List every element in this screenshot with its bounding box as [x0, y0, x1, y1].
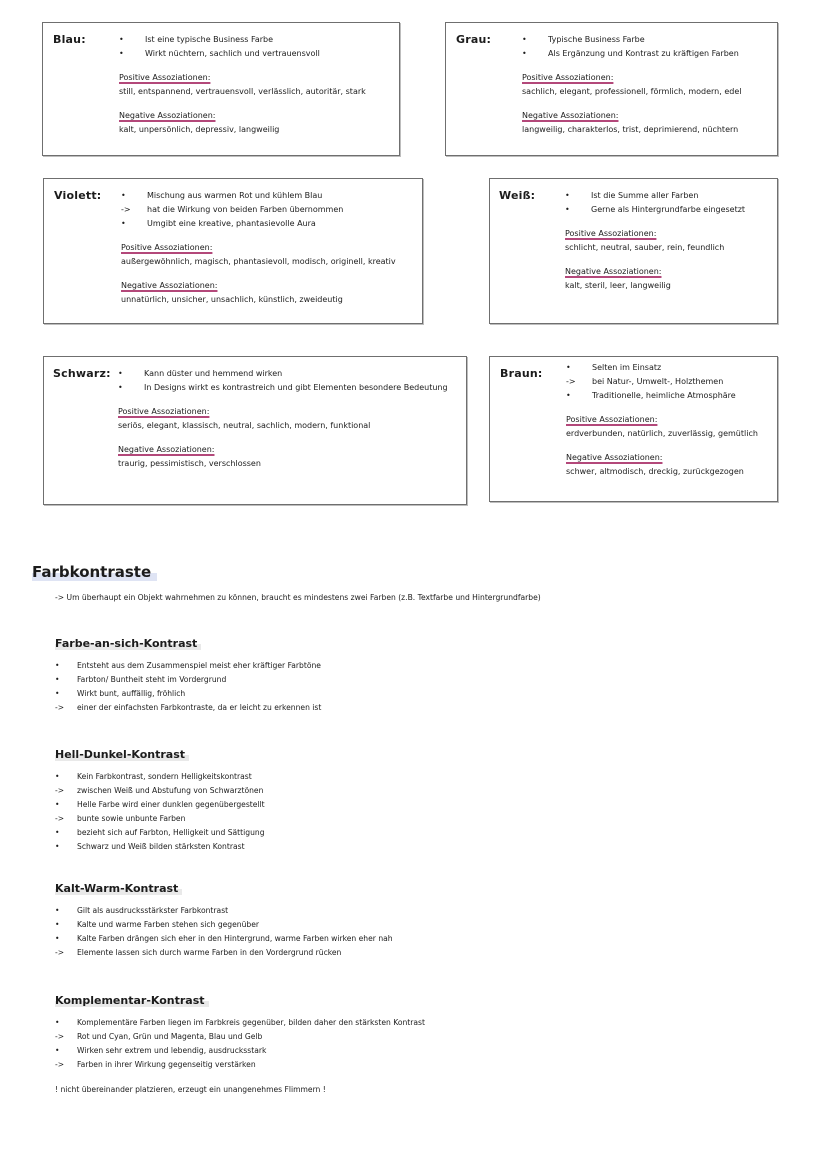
- card-body: [566, 361, 758, 479]
- list-item: • Selten im Einsatz: [566, 363, 662, 372]
- card-body: [522, 33, 741, 137]
- card-title: Violett:: [54, 189, 102, 202]
- contrast-title: Hell-Dunkel-Kontrast: [55, 748, 189, 761]
- positive-text: still, entspannend, vertrauensvoll, verlässlich, autoritär, stark: [119, 87, 366, 96]
- negative-heading: Negative Assoziationen:: [522, 111, 619, 120]
- contrast-list: [55, 659, 321, 715]
- card-grau: [445, 22, 778, 156]
- contrast-title: Kalt-Warm-Kontrast: [55, 882, 182, 895]
- card-title: Braun:: [500, 367, 543, 380]
- list-item: • Umgibt eine kreative, phantasievolle Aura: [121, 219, 316, 228]
- list-item: • Farbton/ Buntheit steht im Vordergrund: [55, 675, 227, 684]
- negative-text: langweilig, charakterlos, trist, deprimierend, nüchtern: [522, 125, 739, 134]
- list-item: • Helle Farbe wird einer dunklen gegenübergestellt: [55, 800, 265, 809]
- contrast-farbe-an-sich: [55, 632, 321, 715]
- contrast-komplementar: [55, 989, 425, 1072]
- card-blau: [42, 22, 400, 156]
- negative-text: kalt, steril, leer, langweilig: [565, 281, 671, 290]
- negative-heading: Negative Assoziationen:: [121, 281, 218, 290]
- contrast-title: Komplementar-Kontrast: [55, 994, 209, 1007]
- list-item: -> bei Natur-, Umwelt-, Holzthemen: [566, 377, 724, 386]
- list-item: • Kein Farbkontrast, sondern Helligkeitskontrast: [55, 772, 252, 781]
- positive-heading: Positive Assoziationen:: [522, 73, 614, 82]
- list-item: • Komplementäre Farben liegen im Farbkreis gegenüber, bilden daher den stärksten Kontrast: [55, 1018, 425, 1027]
- list-item: • Schwarz und Weiß bilden stärksten Kontrast: [55, 842, 245, 851]
- contrast-list: [55, 1016, 425, 1072]
- card-weiss: [489, 178, 778, 324]
- list-item: • Ist eine typische Business Farbe: [119, 35, 274, 44]
- list-item: • Wirken sehr extrem und lebendig, ausdrucksstark: [55, 1046, 267, 1055]
- contrast-list: [55, 904, 393, 960]
- card-body: [119, 33, 366, 137]
- positive-text: sachlich, elegant, professionell, förmlich, modern, edel: [522, 87, 742, 96]
- list-item: -> Rot und Cyan, Grün und Magenta, Blau und Gelb: [55, 1032, 263, 1041]
- card-body: [565, 189, 745, 293]
- contrast-kalt-warm: [55, 877, 393, 960]
- positive-heading: Positive Assoziationen:: [121, 243, 213, 252]
- positive-heading: Positive Assoziationen:: [566, 415, 658, 424]
- negative-text: unnatürlich, unsicher, unsachlich, künstlich, zweideutig: [121, 295, 343, 304]
- card-title: Schwarz:: [53, 367, 111, 380]
- list-item: • Als Ergänzung und Kontrast zu kräftigen Farben: [522, 49, 739, 58]
- positive-heading: Positive Assoziationen:: [119, 73, 211, 82]
- section-intro: -> Um überhaupt ein Objekt wahrnehmen zu können, braucht es mindestens zwei Farben (z.B. Textfarbe und Hintergrundfarbe): [55, 593, 541, 602]
- list-item: • Entsteht aus dem Zusammenspiel meist eher kräftiger Farbtöne: [55, 661, 321, 670]
- card-title: Blau:: [53, 33, 86, 46]
- contrast-title: Farbe-an-sich-Kontrast: [55, 637, 201, 650]
- negative-heading: Negative Assoziationen:: [119, 111, 216, 120]
- card-violett: [43, 178, 423, 324]
- list-item: • Wirkt bunt, auffällig, fröhlich: [55, 689, 186, 698]
- negative-heading: Negative Assoziationen:: [566, 453, 663, 462]
- card-title: Grau:: [456, 33, 492, 46]
- list-item: • bezieht sich auf Farbton, Helligkeit und Sättigung: [55, 828, 265, 837]
- negative-heading: Negative Assoziationen:: [565, 267, 662, 276]
- list-item: • Kann düster und hemmend wirken: [118, 369, 283, 378]
- positive-text: seriös, elegant, klassisch, neutral, sachlich, modern, funktional: [118, 421, 371, 430]
- list-item: • Traditionelle, heimliche Atmosphäre: [566, 391, 736, 400]
- card-braun: [489, 356, 778, 502]
- contrast-list: [55, 770, 265, 854]
- positive-heading: Positive Assoziationen:: [565, 229, 657, 238]
- list-item: • Mischung aus warmen Rot und kühlem Blau: [121, 191, 323, 200]
- list-item: • Kalte und warme Farben stehen sich gegenüber: [55, 920, 260, 929]
- list-item: • Typische Business Farbe: [522, 35, 645, 44]
- negative-text: kalt, unpersönlich, depressiv, langweilig: [119, 125, 280, 134]
- card-body: [121, 189, 396, 307]
- list-item: -> Elemente lassen sich durch warme Farben in den Vordergrund rücken: [55, 948, 342, 957]
- list-item: • Gilt als ausdrucksstärkster Farbkontrast: [55, 906, 229, 915]
- list-item: • Kalte Farben drängen sich eher in den Hintergrund, warme Farben wirken eher nah: [55, 934, 393, 943]
- positive-text: erdverbunden, natürlich, zuverlässig, gemütlich: [566, 429, 758, 438]
- positive-heading: Positive Assoziationen:: [118, 407, 210, 416]
- contrast-hell-dunkel: [55, 743, 265, 854]
- negative-text: schwer, altmodisch, dreckig, zurückgezogen: [566, 467, 744, 476]
- positive-text: außergewöhnlich, magisch, phantasievoll, modisch, originell, kreativ: [121, 257, 396, 266]
- negative-text: traurig, pessimistisch, verschlossen: [118, 459, 261, 468]
- list-item: • Ist die Summe aller Farben: [565, 191, 699, 200]
- warning-note: ! nicht übereinander platzieren, erzeugt ein unangenehmes Flimmern !: [55, 1085, 326, 1094]
- list-item: • In Designs wirkt es kontrastreich und gibt Elementen besondere Bedeutung: [118, 383, 448, 392]
- list-item: -> Farben in ihrer Wirkung gegenseitig verstärken: [55, 1060, 256, 1069]
- card-body: [118, 367, 448, 471]
- card-schwarz: [43, 356, 467, 505]
- list-item: • Gerne als Hintergrundfarbe eingesetzt: [565, 205, 746, 214]
- list-item: -> hat die Wirkung von beiden Farben übernommen: [121, 205, 344, 214]
- positive-text: schlicht, neutral, sauber, rein, feundlich: [565, 243, 725, 252]
- list-item: • Wirkt nüchtern, sachlich und vertrauensvoll: [119, 49, 320, 58]
- list-item: -> zwischen Weiß und Abstufung von Schwarztönen: [55, 786, 264, 795]
- section-title: Farbkontraste: [32, 563, 157, 581]
- negative-heading: Negative Assoziationen:: [118, 445, 215, 454]
- list-item: -> bunte sowie unbunte Farben: [55, 814, 186, 823]
- list-item: -> einer der einfachsten Farbkontraste, da er leicht zu erkennen ist: [55, 703, 322, 712]
- card-title: Weiß:: [499, 189, 536, 202]
